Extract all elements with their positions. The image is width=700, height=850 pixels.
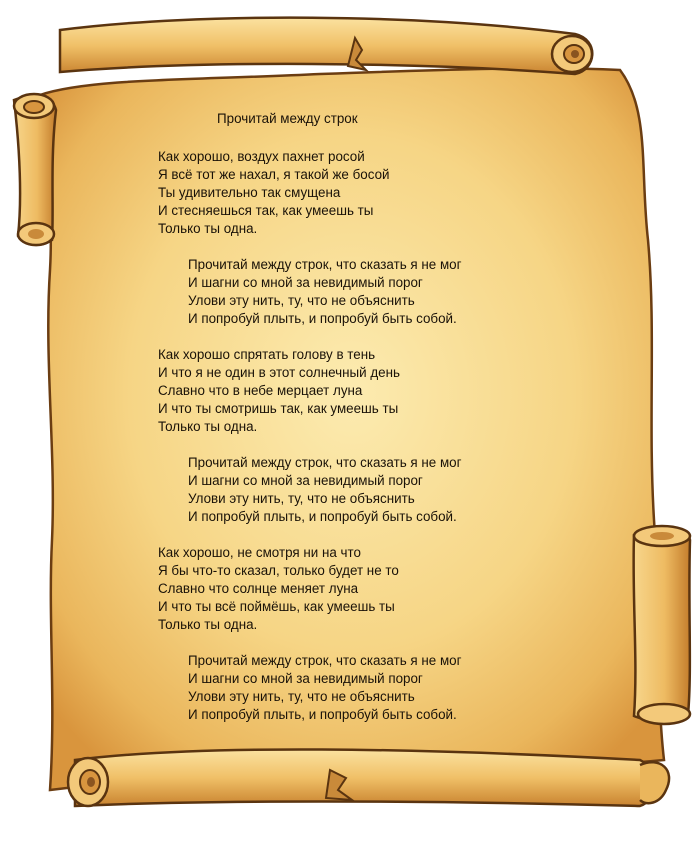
top-roll: [60, 18, 592, 74]
poem-line: И стесняешься так, как умеешь ты: [158, 203, 374, 218]
poem-line: Прочитай между строк, что сказать я не мог: [188, 653, 462, 668]
poem-line: И что ты смотришь так, как умеешь ты: [158, 401, 399, 416]
poem-line: Я бы что-то сказал, только будет не то: [158, 563, 399, 578]
poem-line: И шагни со мной за невидимый порог: [188, 671, 423, 686]
poem-line: И шагни со мной за невидимый порог: [188, 275, 423, 290]
poem-line: Улови эту нить, ту, что не объяснить: [188, 293, 415, 308]
poem-line: И что ты всё поймёшь, как умеешь ты: [158, 599, 395, 614]
verse-stanza: [158, 148, 578, 238]
poem-line: Только ты одна.: [158, 419, 258, 434]
poem-line: И что я не один в этот солнечный день: [158, 365, 400, 380]
poem-line: И шагни со мной за невидимый порог: [188, 473, 423, 488]
poem-line: Ты удивительно так смущена: [158, 185, 341, 200]
poem-line: Славно что в небе мерцает луна: [158, 383, 363, 398]
chorus-stanza: [158, 454, 578, 526]
poem: [158, 110, 578, 742]
poem-line: Только ты одна.: [158, 221, 258, 236]
poem-line: Улови эту нить, ту, что не объяснить: [188, 689, 415, 704]
poem-line: Прочитай между строк, что сказать я не мог: [188, 257, 462, 272]
poem-title: Прочитай между строк: [217, 111, 358, 126]
poem-line: Только ты одна.: [158, 617, 258, 632]
poem-line: Я всё тот же нахал, я такой же босой: [158, 167, 390, 182]
poem-line: И попробуй плыть, и попробуй быть собой.: [188, 509, 457, 524]
poem-line: Как хорошо, не смотря ни на что: [158, 545, 361, 560]
verse-stanza: [158, 544, 578, 634]
verse-stanza: [158, 346, 578, 436]
poem-line: Славно что солнце меняет луна: [158, 581, 359, 596]
poem-line: Как хорошо спрятать голову в тень: [158, 347, 376, 362]
bottom-roll: [68, 749, 669, 806]
poem-stanzas: [158, 148, 578, 724]
poem-line: Прочитай между строк, что сказать я не мог: [188, 455, 462, 470]
chorus-stanza: [158, 652, 578, 724]
poem-line: Как хорошо, воздух пахнет росой: [158, 149, 365, 164]
poem-line: Улови эту нить, ту, что не объяснить: [188, 491, 415, 506]
poem-line: И попробуй плыть, и попробуй быть собой.: [188, 311, 457, 326]
chorus-stanza: [158, 256, 578, 328]
left-roll: [14, 94, 56, 245]
right-roll: [634, 526, 690, 724]
poem-line: И попробуй плыть, и попробуй быть собой.: [188, 707, 457, 722]
